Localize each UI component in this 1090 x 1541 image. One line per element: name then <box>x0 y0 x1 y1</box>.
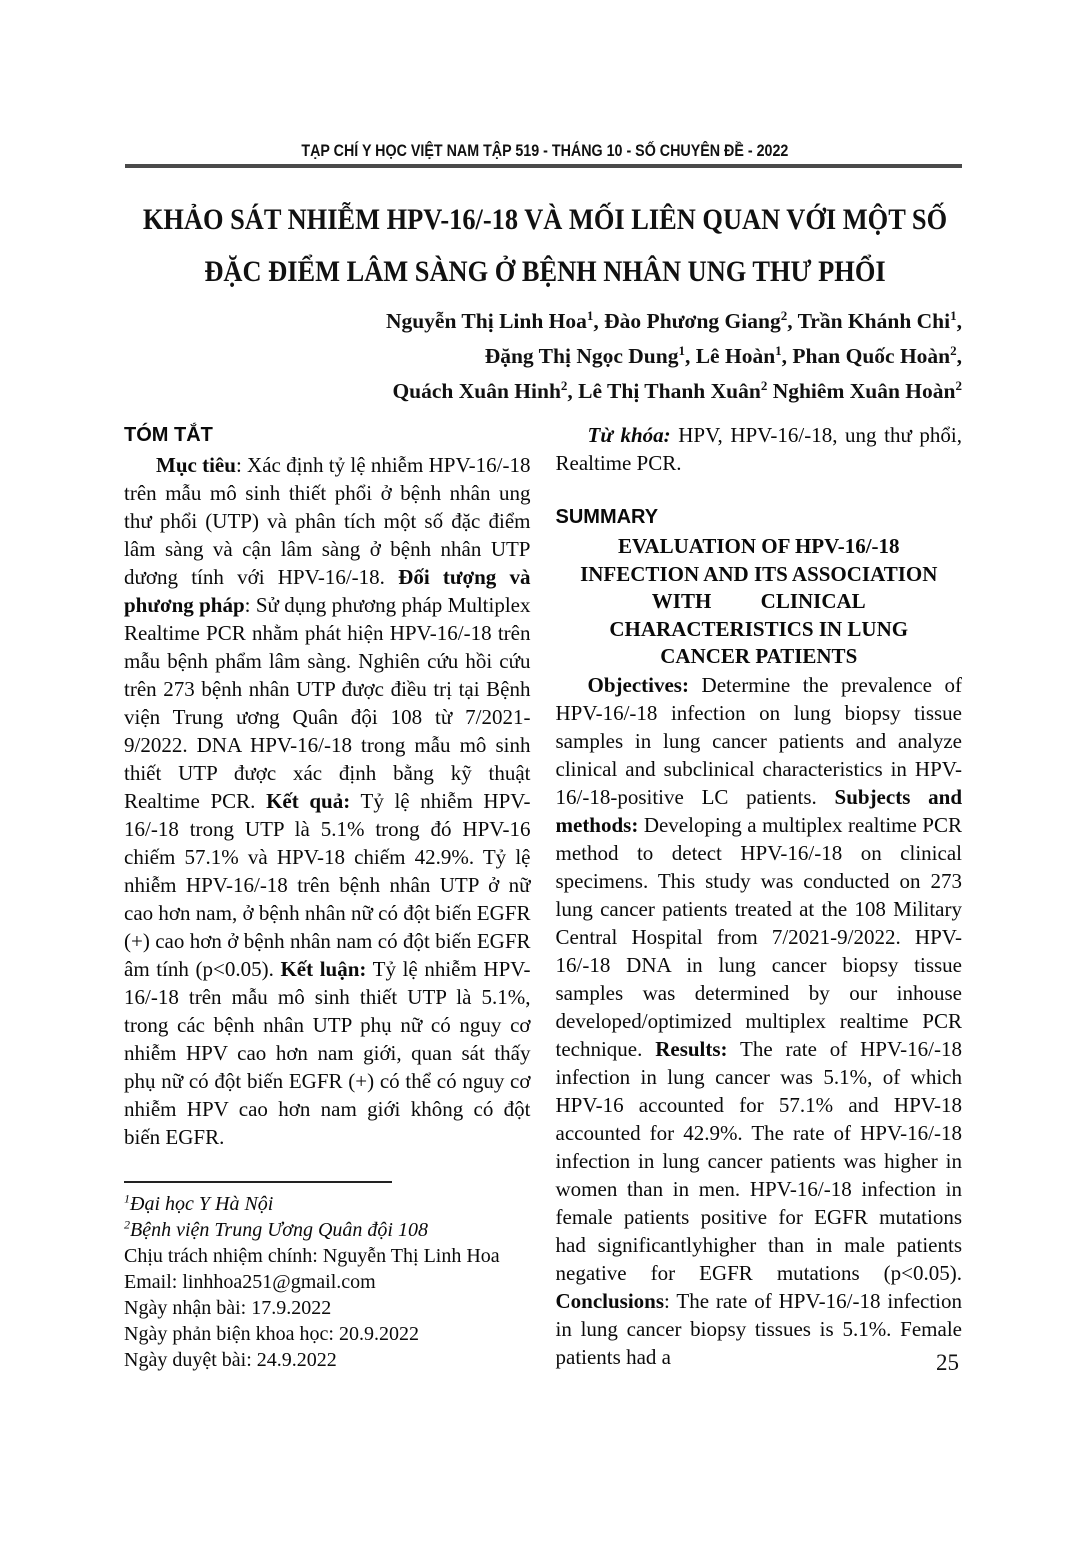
affiliation-superscript: 1 <box>124 1191 130 1206</box>
author-line-1 <box>0 304 962 339</box>
summary-section <box>556 421 963 1373</box>
affiliation-text: Đại học Y Hà Nội <box>130 1193 274 1215</box>
summary-title-en <box>556 533 963 671</box>
author-line-tail: , <box>956 344 962 368</box>
summary-title-line-5: CANCER PATIENTS <box>660 644 858 668</box>
author-name: Đặng Thị Ngọc Dung <box>484 344 679 368</box>
author-superscript: 1 <box>586 307 594 323</box>
received-date-line: Ngày nhận bài: 17.9.2022 <box>124 1297 332 1319</box>
author-name: , Đào Phương Giang <box>593 309 781 333</box>
keywords-paragraph <box>556 421 963 477</box>
footnote-block <box>124 1181 531 1373</box>
affiliation-1 <box>124 1191 531 1217</box>
corresponding-author-line: Chịu trách nhiệm chính: Nguyễn Thị Linh Hoa <box>124 1245 500 1267</box>
summary-title-line-1: EVALUATION OF HPV-16/-18 <box>617 534 900 558</box>
author-name: Nghiêm Xuân Hoàn <box>767 379 956 403</box>
running-head <box>0 0 1090 161</box>
summary-title-line-3: WITH CLINICAL <box>651 589 866 613</box>
two-column-body <box>124 421 962 1373</box>
author-line-tail: , <box>956 309 962 333</box>
affiliation-superscript: 2 <box>124 1217 130 1232</box>
keywords-text: HPV, HPV-16/-18, ung thư phổi, Realtime PCR. <box>555 423 962 475</box>
article-title-vi-line-1: KHẢO SÁT NHIỄM HPV-16/-18 VÀ MỐI LIÊN QUAN VỚI MỘT SỐ <box>142 203 948 236</box>
summary-paragraph: Objectives: Determine the prevalence of HPV-16/-18 infection on lung biopsy tissue samples in lung cancer patients and analyze clinical and subclinical characteristics in HPV-16/-18-positive LC patients. Subjects and methods: Developing a multiplex realtime PCR method to detect HPV-16/-18 on clinical specimens. This study was conducted on 273 lung cancer patients treated at the 108 Military Central Hospital from 7/2021-9/2022. HPV-16/-18 DNA in lung cancer biopsy tissue samples was determined by our inhouse developed/optimized multiplex realtime PCR technique. Results: The rate of HPV-16/-18 infection in lung cancer was 5.1%, of which HPV-16 accounted for 57.1% and HPV-18 accounted for 42.9%. The rate of HPV-16/-18 infection in lung cancer patients was higher in women than in men. HPV-16/-18 infection in female patients positive for EGFR mutations had significantlyhigher than in male patients negative for EGFR mutations (p<0.05). Conclusions: The rate of HPV-16/-18 infection in lung cancer biopsy tissues is 5.1%. Female patients had a <box>555 672 962 1369</box>
keywords-label: Từ khóa: <box>587 423 671 447</box>
summary-title-line-4: CHARACTERISTICS IN LUNG <box>609 616 909 641</box>
footnote-rule <box>124 1181 392 1183</box>
author-superscript: 2 <box>560 377 568 393</box>
author-superscript: 2 <box>760 377 768 393</box>
author-line-2 <box>0 339 962 374</box>
author-line-3 <box>0 374 962 409</box>
author-superscript: 1 <box>775 342 782 358</box>
author-list <box>0 304 962 409</box>
abstract-heading: TÓM TẮT <box>124 424 213 446</box>
author-superscript: 1 <box>950 307 957 323</box>
summary-title-line-2: INFECTION AND ITS ASSOCIATION <box>580 561 938 586</box>
article-title-vi <box>0 194 1090 298</box>
author-name: , Trần Khánh Chi <box>787 309 951 333</box>
author-name: , Phan Quốc Hoàn <box>781 344 951 368</box>
accepted-date-line: Ngày duyệt bài: 24.9.2022 <box>124 1349 337 1371</box>
affiliation-text: Bệnh viện Trung Ương Quân đội 108 <box>130 1219 428 1241</box>
author-superscript: 2 <box>780 307 788 323</box>
affiliation-2 <box>124 1217 531 1243</box>
summary-heading: SUMMARY <box>555 506 659 528</box>
running-head-text: TẠP CHÍ Y HỌC VIỆT NAM TẬP 519 - THÁNG 10 - SỐ CHUYÊN ĐỀ - 2022 <box>301 141 789 160</box>
header-rule <box>125 164 962 168</box>
abstract-section <box>124 421 531 1373</box>
email-line: Email: linhhoa251@gmail.com <box>124 1271 376 1293</box>
author-superscript: 1 <box>678 342 685 358</box>
author-name: , Lê Hoàn <box>684 344 776 368</box>
author-name: Nguyễn Thị Linh Hoa <box>385 309 587 333</box>
author-name: Quách Xuân Hinh <box>392 379 561 403</box>
author-superscript: 2 <box>950 342 957 358</box>
article-title-vi-line-2: ĐẶC ĐIỂM LÂM SÀNG Ở BỆNH NHÂN UNG THƯ PHỔI <box>204 255 886 288</box>
author-name: , Lê Thị Thanh Xuân <box>567 379 761 403</box>
page-number: 25 <box>936 1350 959 1375</box>
reviewed-date-line: Ngày phản biện khoa học: 20.9.2022 <box>124 1323 419 1345</box>
abstract-paragraph: Mục tiêu: Xác định tỷ lệ nhiễm HPV-16/-18 trên mẫu mô sinh thiết phổi ở bệnh nhân ung thư phổi (UTP) và phân tích một số đặc điểm lâm sàng và cận lâm sàng ở bệnh nhân UTP dương tính với HPV-16/-18. Đối tượng và phương pháp: Sử dụng phương pháp Multiplex Realtime PCR nhằm phát hiện HPV-16/-18 trên mẫu bệnh phẩm lâm sàng. Nghiên cứu hồi cứu trên 273 bệnh nhân UTP được điều trị tại Bệnh viện Trung ương Quân đội 108 từ 7/2021-9/2022. DNA HPV-16/-18 trong mẫu mô sinh thiết UTP được xác định bằng kỹ thuật Realtime PCR. Kết quả: Tỷ lệ nhiễm HPV-16/-18 trong UTP là 5.1% trong đó HPV-16 chiếm 57.1% và HPV-18 chiếm 42.9%. Tỷ lệ nhiễm HPV-16/-18 trên bệnh nhân UTP ở nữ cao hơn nam, ở bệnh nhân nữ có đột biến EGFR (+) cao hơn ở bệnh nhân nam có đột biến EGFR âm tính (p<0.05). Kết luận: Tỷ lệ nhiễm HPV-16/-18 trên mẫu mô sinh thiết UTP là 5.1%, trong các bệnh nhân UTP phụ nữ có nguy cơ nhiễm HPV cao hơn nam giới, quan sát thấy phụ nữ có đột biến EGFR (+) có thể có nguy cơ nhiễm HPV cao hơn nam giới không có đột biến EGFR. <box>124 453 531 1149</box>
author-superscript: 2 <box>955 377 962 393</box>
